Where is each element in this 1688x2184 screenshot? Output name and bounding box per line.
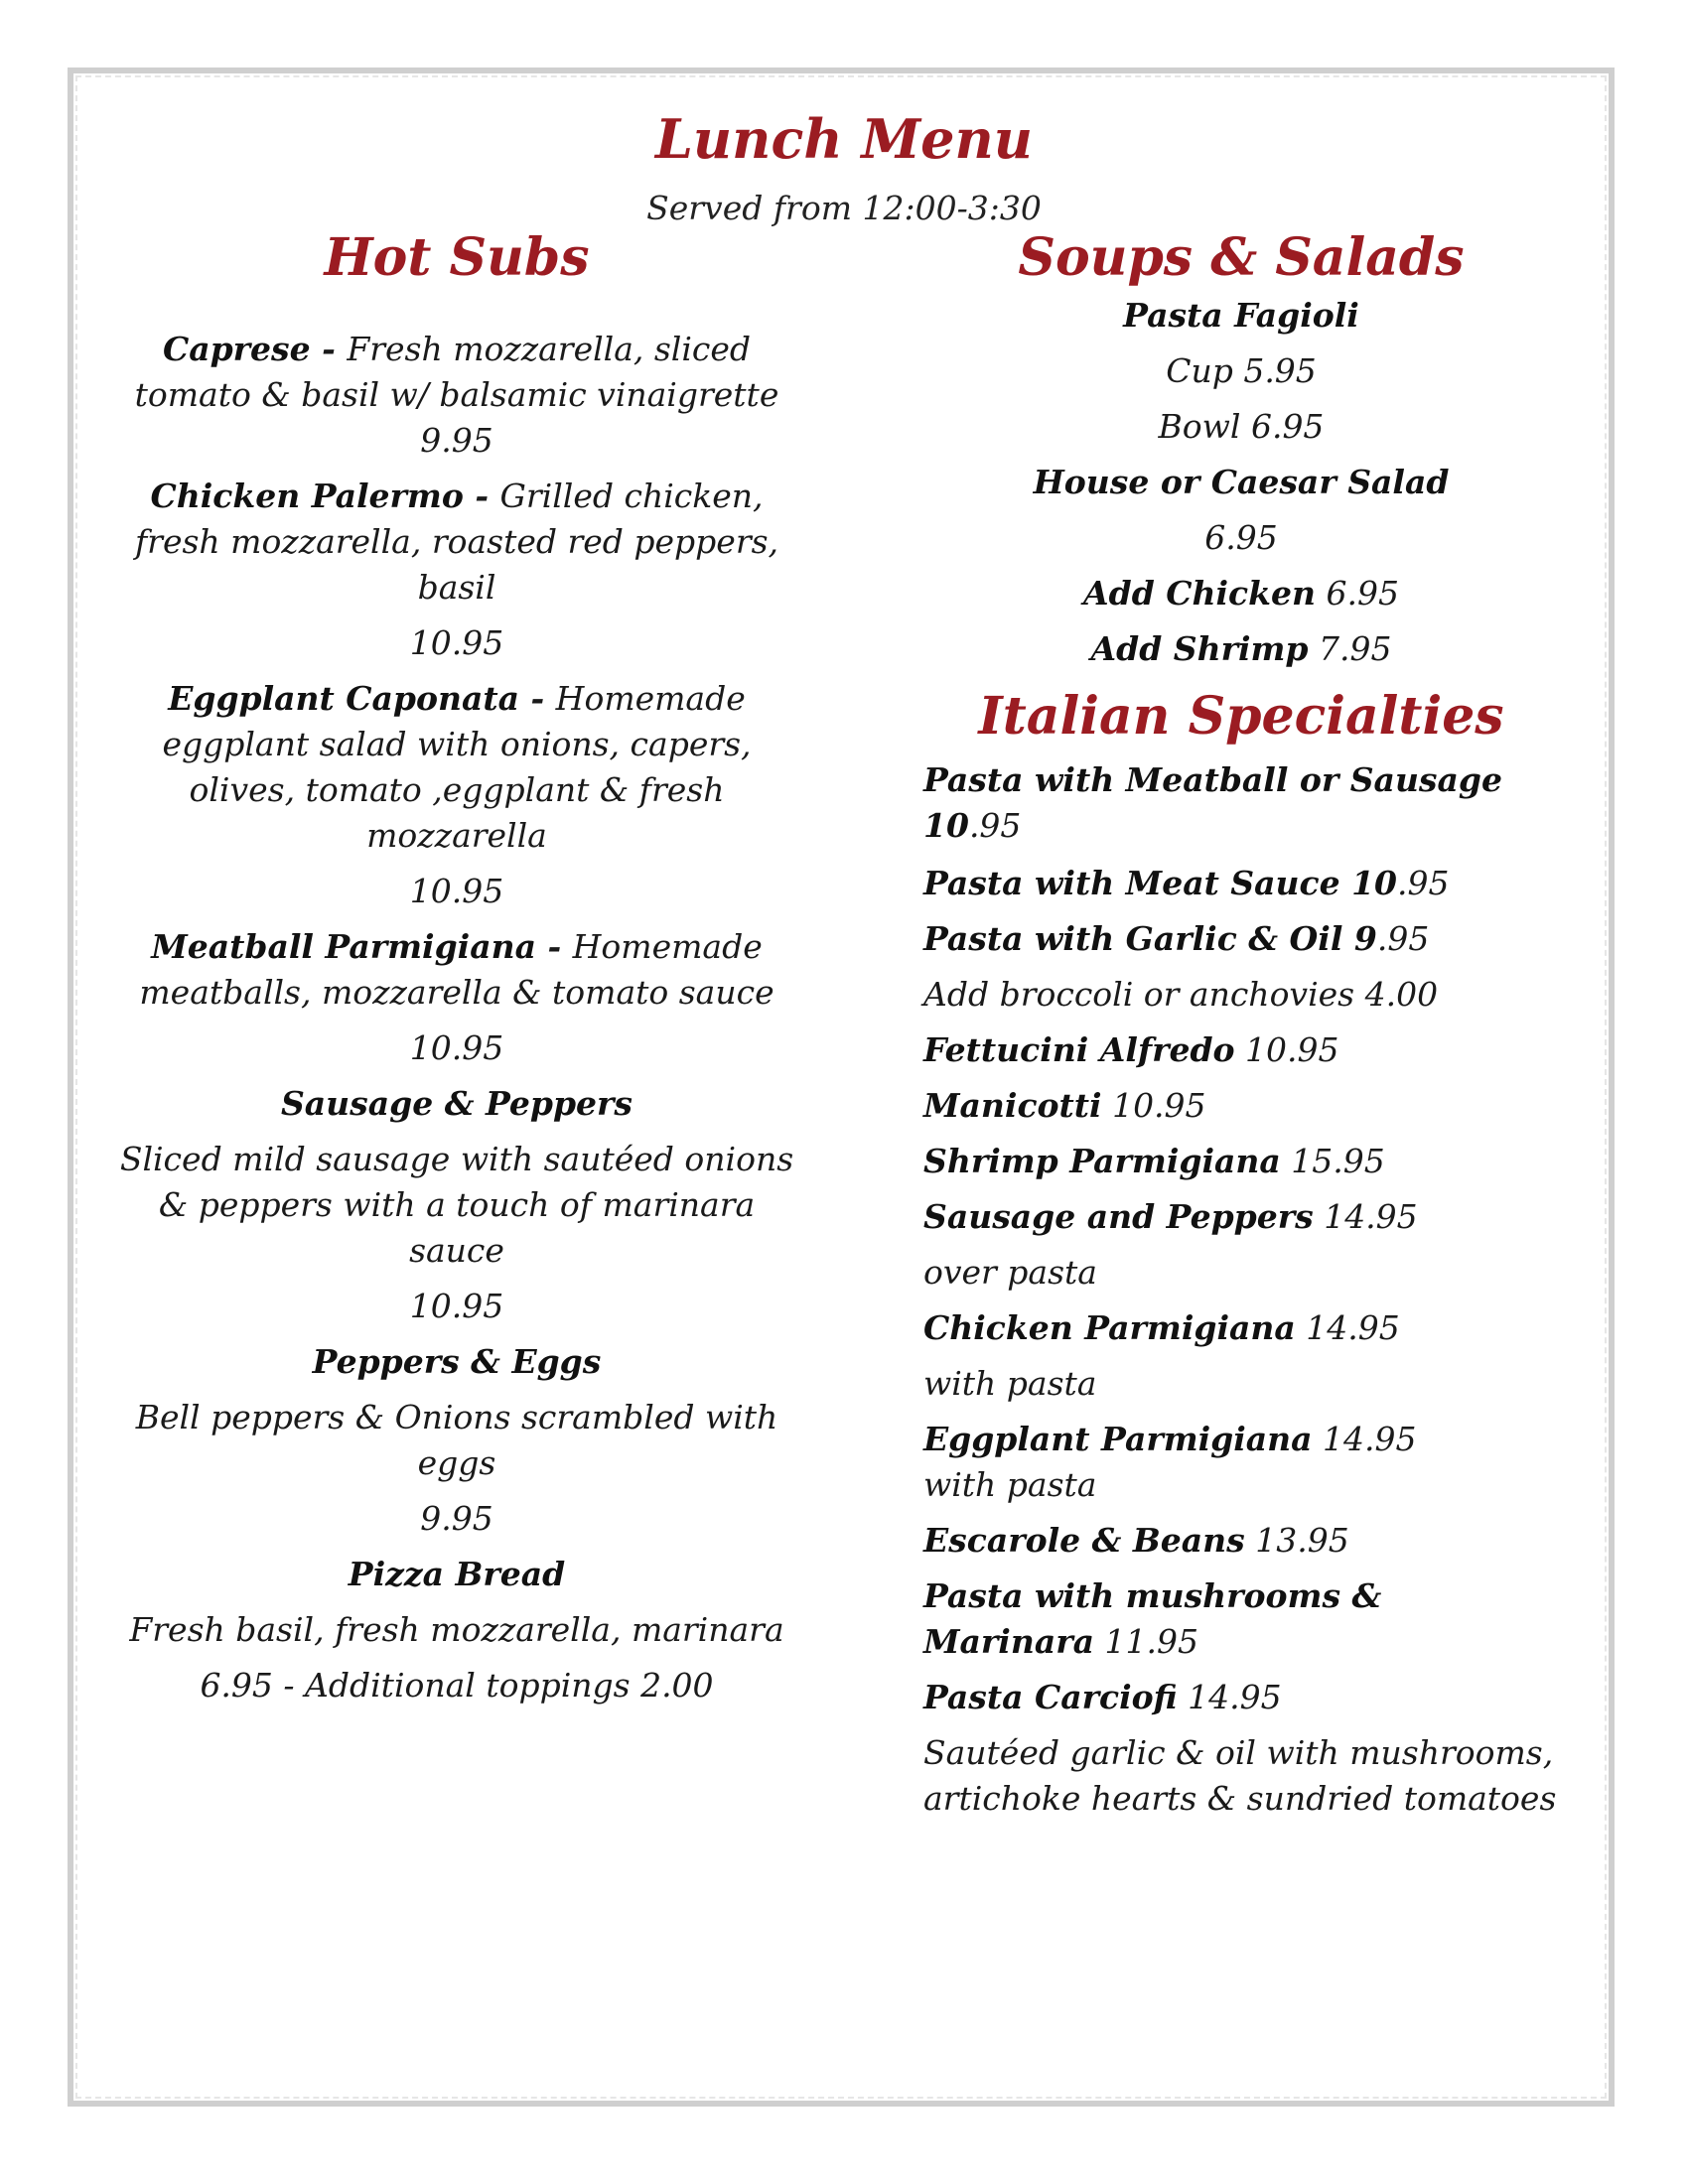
bowl-price: Bowl 6.95: [1158, 407, 1325, 446]
item-price: 14.95: [1313, 1197, 1418, 1236]
salad-name: House or Caesar Salad: [1033, 463, 1450, 501]
item-desc: Fresh basil, fresh mozzarella, marinara: [129, 1610, 784, 1649]
item-desc: Bell peppers & Onions scrambled with eggs: [135, 1398, 778, 1482]
item-price: 15.95: [1280, 1142, 1385, 1180]
menu-item-peppers-eggs: Peppers & Eggs: [312, 1342, 602, 1381]
italian-specialties-section: [923, 682, 1559, 1822]
menu-item-note: with pasta: [923, 1364, 1097, 1403]
menu-item: [923, 861, 1559, 906]
item-price: .95: [1376, 919, 1430, 958]
item-name: Chicken Parmigiana: [923, 1308, 1296, 1347]
hot-subs-section: [109, 223, 804, 1718]
menu-item: [923, 1305, 1559, 1351]
item-price: .95: [1397, 864, 1450, 902]
right-column: [923, 223, 1559, 1832]
add-chicken-label: Add Chicken: [1083, 574, 1316, 613]
hot-subs-heading: Hot Subs: [324, 227, 590, 288]
italian-specialties-heading: Italian Specialties: [978, 686, 1504, 747]
menu-item-eggplant-caponata: [109, 676, 804, 859]
menu-item-chicken-palermo: [109, 474, 804, 611]
pasta-fagioli-name: Pasta Fagioli: [1123, 296, 1359, 335]
salad-price: 6.95: [1204, 518, 1278, 557]
item-name: Manicotti: [923, 1086, 1102, 1125]
served-hours: Served from 12:00-3:30: [646, 189, 1042, 227]
menu-item-note: Sautéed garlic & oil with mushrooms, artichoke hearts & sundried tomatoes: [923, 1733, 1557, 1818]
menu-item-note: Add broccoli or anchovies 4.00: [923, 975, 1439, 1014]
add-shrimp-label: Add Shrimp: [1090, 629, 1309, 668]
item-dash: -: [518, 679, 556, 718]
menu-item: [923, 1573, 1559, 1665]
item-price: 14.95: [1177, 1678, 1282, 1716]
item-price: 10.95: [409, 872, 504, 910]
item-price: 10.95: [1234, 1030, 1339, 1069]
item-name: Sausage and Peppers: [923, 1197, 1314, 1236]
item-name: Pasta with mushrooms & Marinara: [923, 1576, 1382, 1661]
add-chicken-price: 6.95: [1316, 574, 1399, 613]
item-name: Escarole & Beans: [923, 1521, 1245, 1560]
item-price: 14.95: [1295, 1308, 1400, 1347]
add-chicken: [923, 571, 1559, 616]
item-price: 10.95: [409, 1287, 504, 1325]
item-price: 10.95: [409, 1028, 504, 1067]
soups-salads-heading: Soups & Salads: [1018, 227, 1465, 288]
item-desc: Fresh mozzarella, sliced tomato & basil w/ balsamic vinaigrette 9.95: [134, 330, 779, 460]
cup-price: Cup 5.95: [1166, 351, 1317, 390]
item-name: Caprese: [162, 330, 311, 368]
item-desc: Sliced mild sausage with sautéed onions & peppers with a touch of marinara sauce: [119, 1140, 794, 1270]
item-name: Pasta with Meat Sauce 10: [923, 864, 1398, 902]
item-name: Chicken Palermo: [150, 477, 464, 515]
item-desc: Homemade meatballs, mozzarella & tomato sauce: [139, 927, 774, 1012]
item-price: 13.95: [1244, 1521, 1349, 1560]
add-shrimp-price: 7.95: [1308, 629, 1392, 668]
item-name: Fettucini Alfredo: [923, 1030, 1235, 1069]
menu-item: [923, 1194, 1559, 1240]
item-name: Pasta with Garlic & Oil 9: [923, 919, 1377, 958]
item-price: 6.95 - Additional toppings 2.00: [200, 1666, 714, 1705]
item-name: Pasta with Meatball or Sausage 10: [923, 760, 1502, 845]
item-name: Meatball Parmigiana: [151, 927, 536, 966]
soups-salads-section: [923, 223, 1559, 672]
item-price: 10.95: [409, 623, 504, 662]
item-price: 11.95: [1093, 1622, 1198, 1661]
menu-item: [923, 1139, 1559, 1184]
menu-item: [923, 1675, 1559, 1720]
item-price: 10.95: [1101, 1086, 1206, 1125]
item-dash: -: [310, 330, 348, 368]
item-price: 9.95: [420, 1499, 493, 1538]
menu-item: [923, 1417, 1559, 1462]
item-price: .95: [968, 806, 1022, 845]
menu-item: [923, 916, 1559, 962]
menu-item: [923, 1083, 1559, 1129]
menu-item-sausage-peppers: Sausage & Peppers: [280, 1084, 633, 1123]
menu-item: [923, 757, 1559, 849]
menu-item: [923, 1518, 1559, 1564]
item-dash: -: [535, 927, 573, 966]
menu-item-meatball-parmigiana: [109, 924, 804, 1016]
item-name: Eggplant Parmigiana: [923, 1420, 1313, 1458]
item-desc: Homemade eggplant salad with onions, capers, olives, tomato ,eggplant & fresh mozzarella: [162, 679, 752, 855]
menu-item-pizza-bread: Pizza Bread: [348, 1555, 566, 1593]
menu-item-note: over pasta: [923, 1253, 1097, 1292]
item-name: Eggplant Caponata: [168, 679, 519, 718]
menu-item-caprese: [109, 327, 804, 464]
add-shrimp: [923, 626, 1559, 672]
item-desc: Grilled chicken, fresh mozzarella, roasted red peppers, basil: [134, 477, 779, 607]
menu-item: [923, 1027, 1559, 1073]
menu-item-note: with pasta: [923, 1465, 1097, 1504]
item-name: Pasta Carciofi: [923, 1678, 1178, 1716]
item-price: 14.95: [1312, 1420, 1417, 1458]
item-name: Shrimp Parmigiana: [923, 1142, 1281, 1180]
item-dash: -: [463, 477, 500, 515]
page-title: Lunch Menu: [654, 107, 1034, 171]
